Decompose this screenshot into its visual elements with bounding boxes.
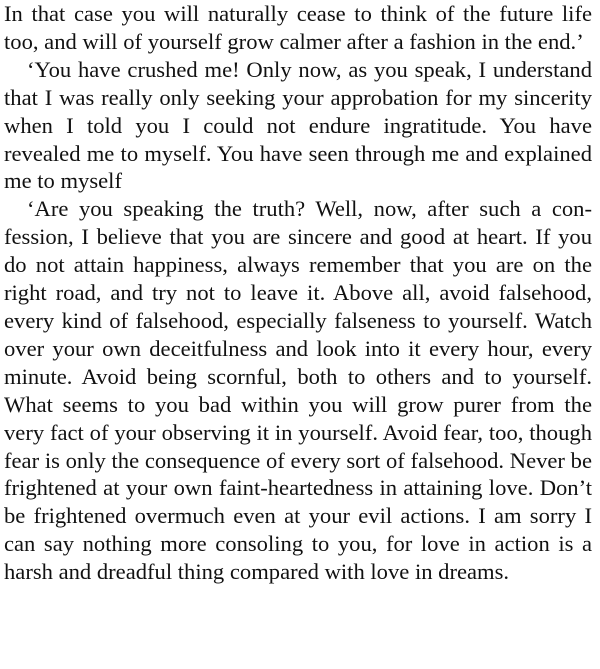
paragraph-2: ‘You have crushed me! Only now, as you speak, I understand that I was really only seeking your approbation for my sincerity when I told you I could not endure ingratitude. You have revealed me to myself. You have seen through me and explained me to myself: [4, 56, 592, 194]
paragraph-3: ‘Are you speaking the truth? Well, now, after such a confession, I believe that you are sincere and good at heart. If you do not attain happiness, always remember that you are on the right road, and try not to leave it. Above all, avoid falsehood, every kind of falsehood, especially falseness to yourself. Watch over your own deceitfulness and look into it every hour, every minute. Avoid being scornful, both to others and to yourself. What seems to you bad within you will grow purer from the very fact of your observing it in yourself. Avoid fear, too, though fear is only the consequence of every sort of falsehood. Never be frightened at your own faint-heartedness in attaining love. Don’t be frightened overmuch even at your evil actions. I am sorry I can say nothing more consoling to you, for love in action is a harsh and dreadful thing compared with love in dreams.: [4, 196, 592, 585]
document-page: [4, 0, 592, 669]
paragraph-1: In that case you will naturally cease to think of the future life too, and will of yourself grow calmer after a fashion in the end.’: [4, 1, 592, 54]
